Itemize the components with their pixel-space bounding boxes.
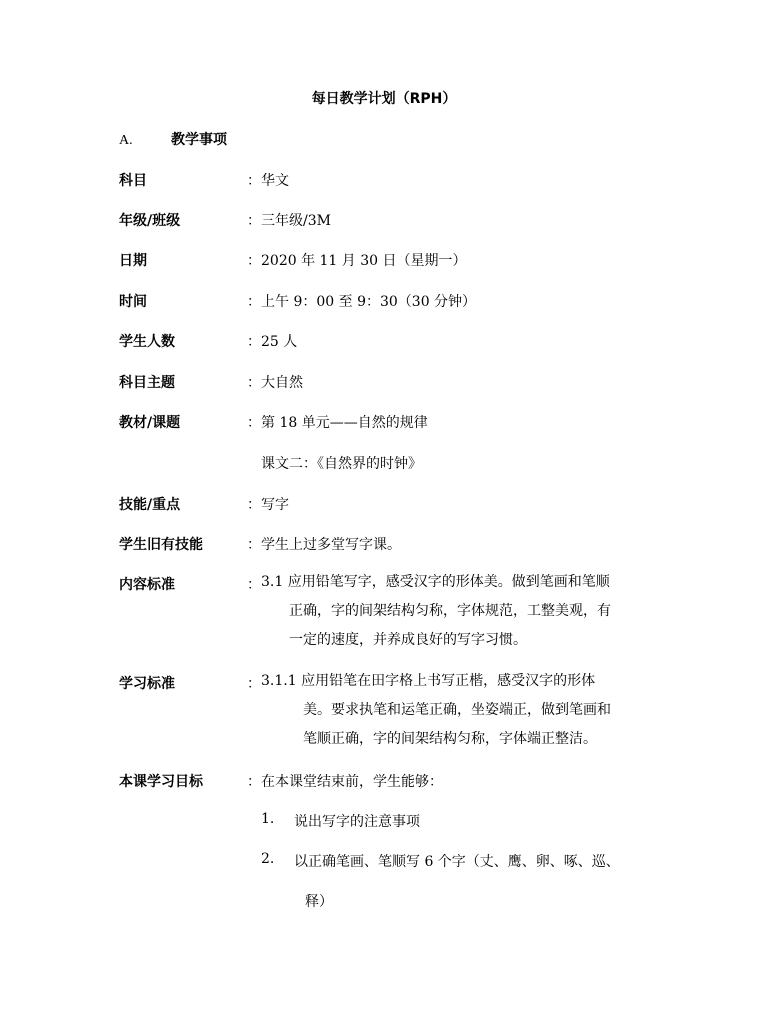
content-standard-text bbox=[261, 568, 661, 655]
field-label: 科目主题 bbox=[119, 375, 175, 391]
paragraph-line: 正确，字的间架结构匀称，字体规范，工整美观，有 bbox=[289, 603, 611, 619]
objective-number: 2. bbox=[261, 851, 275, 867]
field-label: 科目 bbox=[119, 173, 147, 189]
field-colon: ： bbox=[247, 497, 261, 513]
field-colon: ： bbox=[247, 537, 261, 553]
field-label: 技能/重点 bbox=[119, 497, 181, 513]
learning-standard-text bbox=[261, 667, 661, 754]
field-colon: ： bbox=[247, 676, 261, 692]
field-label: 学生人数 bbox=[119, 334, 175, 350]
field-label: 内容标准 bbox=[119, 577, 175, 593]
field-colon: ： bbox=[247, 173, 261, 189]
field-value: 2020 年 11 月 30 日（星期一） bbox=[261, 253, 467, 269]
paragraph-line: 3.1 应用铅笔写字，感受汉字的形体美。做到笔画和笔顺 bbox=[261, 574, 610, 590]
field-colon: ： bbox=[247, 334, 261, 350]
field-value: 上午 9：00 至 9：30（30 分钟） bbox=[261, 294, 477, 310]
field-value: 三年级/3M bbox=[261, 213, 331, 229]
field-value: 第 18 单元——自然的规律 bbox=[261, 415, 428, 431]
field-label: 本课学习目标 bbox=[119, 774, 203, 790]
objective-number: 1. bbox=[261, 811, 275, 827]
field-label: 教材/课题 bbox=[119, 415, 181, 431]
field-colon: ： bbox=[247, 415, 261, 431]
objective-text: 以正确笔画、笔顺写 6 个字（丈、鹰、卵、啄、巡、 bbox=[294, 854, 620, 870]
section-number: A. bbox=[119, 133, 133, 148]
objectives-intro: 在本课堂结束前，学生能够： bbox=[261, 774, 443, 790]
field-value: 华文 bbox=[261, 173, 289, 189]
field-value: 学生上过多堂写字课。 bbox=[261, 537, 401, 553]
paragraph-line: 笔顺正确，字的间架结构匀称，字体端正整洁。 bbox=[303, 731, 597, 747]
field-colon: ： bbox=[247, 577, 261, 593]
field-label: 时间 bbox=[119, 294, 147, 310]
field-colon: ： bbox=[247, 375, 261, 391]
objective-text-continued: 释） bbox=[305, 894, 333, 910]
section-heading bbox=[119, 129, 227, 149]
section-title: 教学事项 bbox=[171, 132, 227, 148]
objective-text: 说出写字的注意事项 bbox=[294, 814, 420, 830]
field-label: 年级/班级 bbox=[119, 213, 181, 229]
paragraph-line: 3.1.1 应用铅笔在田字格上书写正楷，感受汉字的形体 bbox=[261, 673, 596, 689]
field-label: 日期 bbox=[119, 253, 147, 269]
field-value: 大自然 bbox=[261, 375, 303, 391]
field-value: 25 人 bbox=[261, 334, 298, 350]
field-colon: ： bbox=[247, 774, 261, 790]
field-label: 学生旧有技能 bbox=[119, 537, 203, 553]
field-colon: ： bbox=[247, 253, 261, 269]
paragraph-line: 一定的速度，并养成良好的写字习惯。 bbox=[289, 632, 527, 648]
paragraph-line: 美。要求执笔和运笔正确，坐姿端正，做到笔画和 bbox=[303, 702, 611, 718]
field-colon: ： bbox=[247, 294, 261, 310]
field-label: 学习标准 bbox=[119, 676, 175, 692]
lesson-title: 课文二：《自然界的时钟》 bbox=[261, 456, 422, 472]
field-colon: ： bbox=[247, 213, 261, 229]
field-value: 写字 bbox=[261, 497, 289, 513]
document-title: 每日教学计划（RPH） bbox=[311, 91, 457, 107]
